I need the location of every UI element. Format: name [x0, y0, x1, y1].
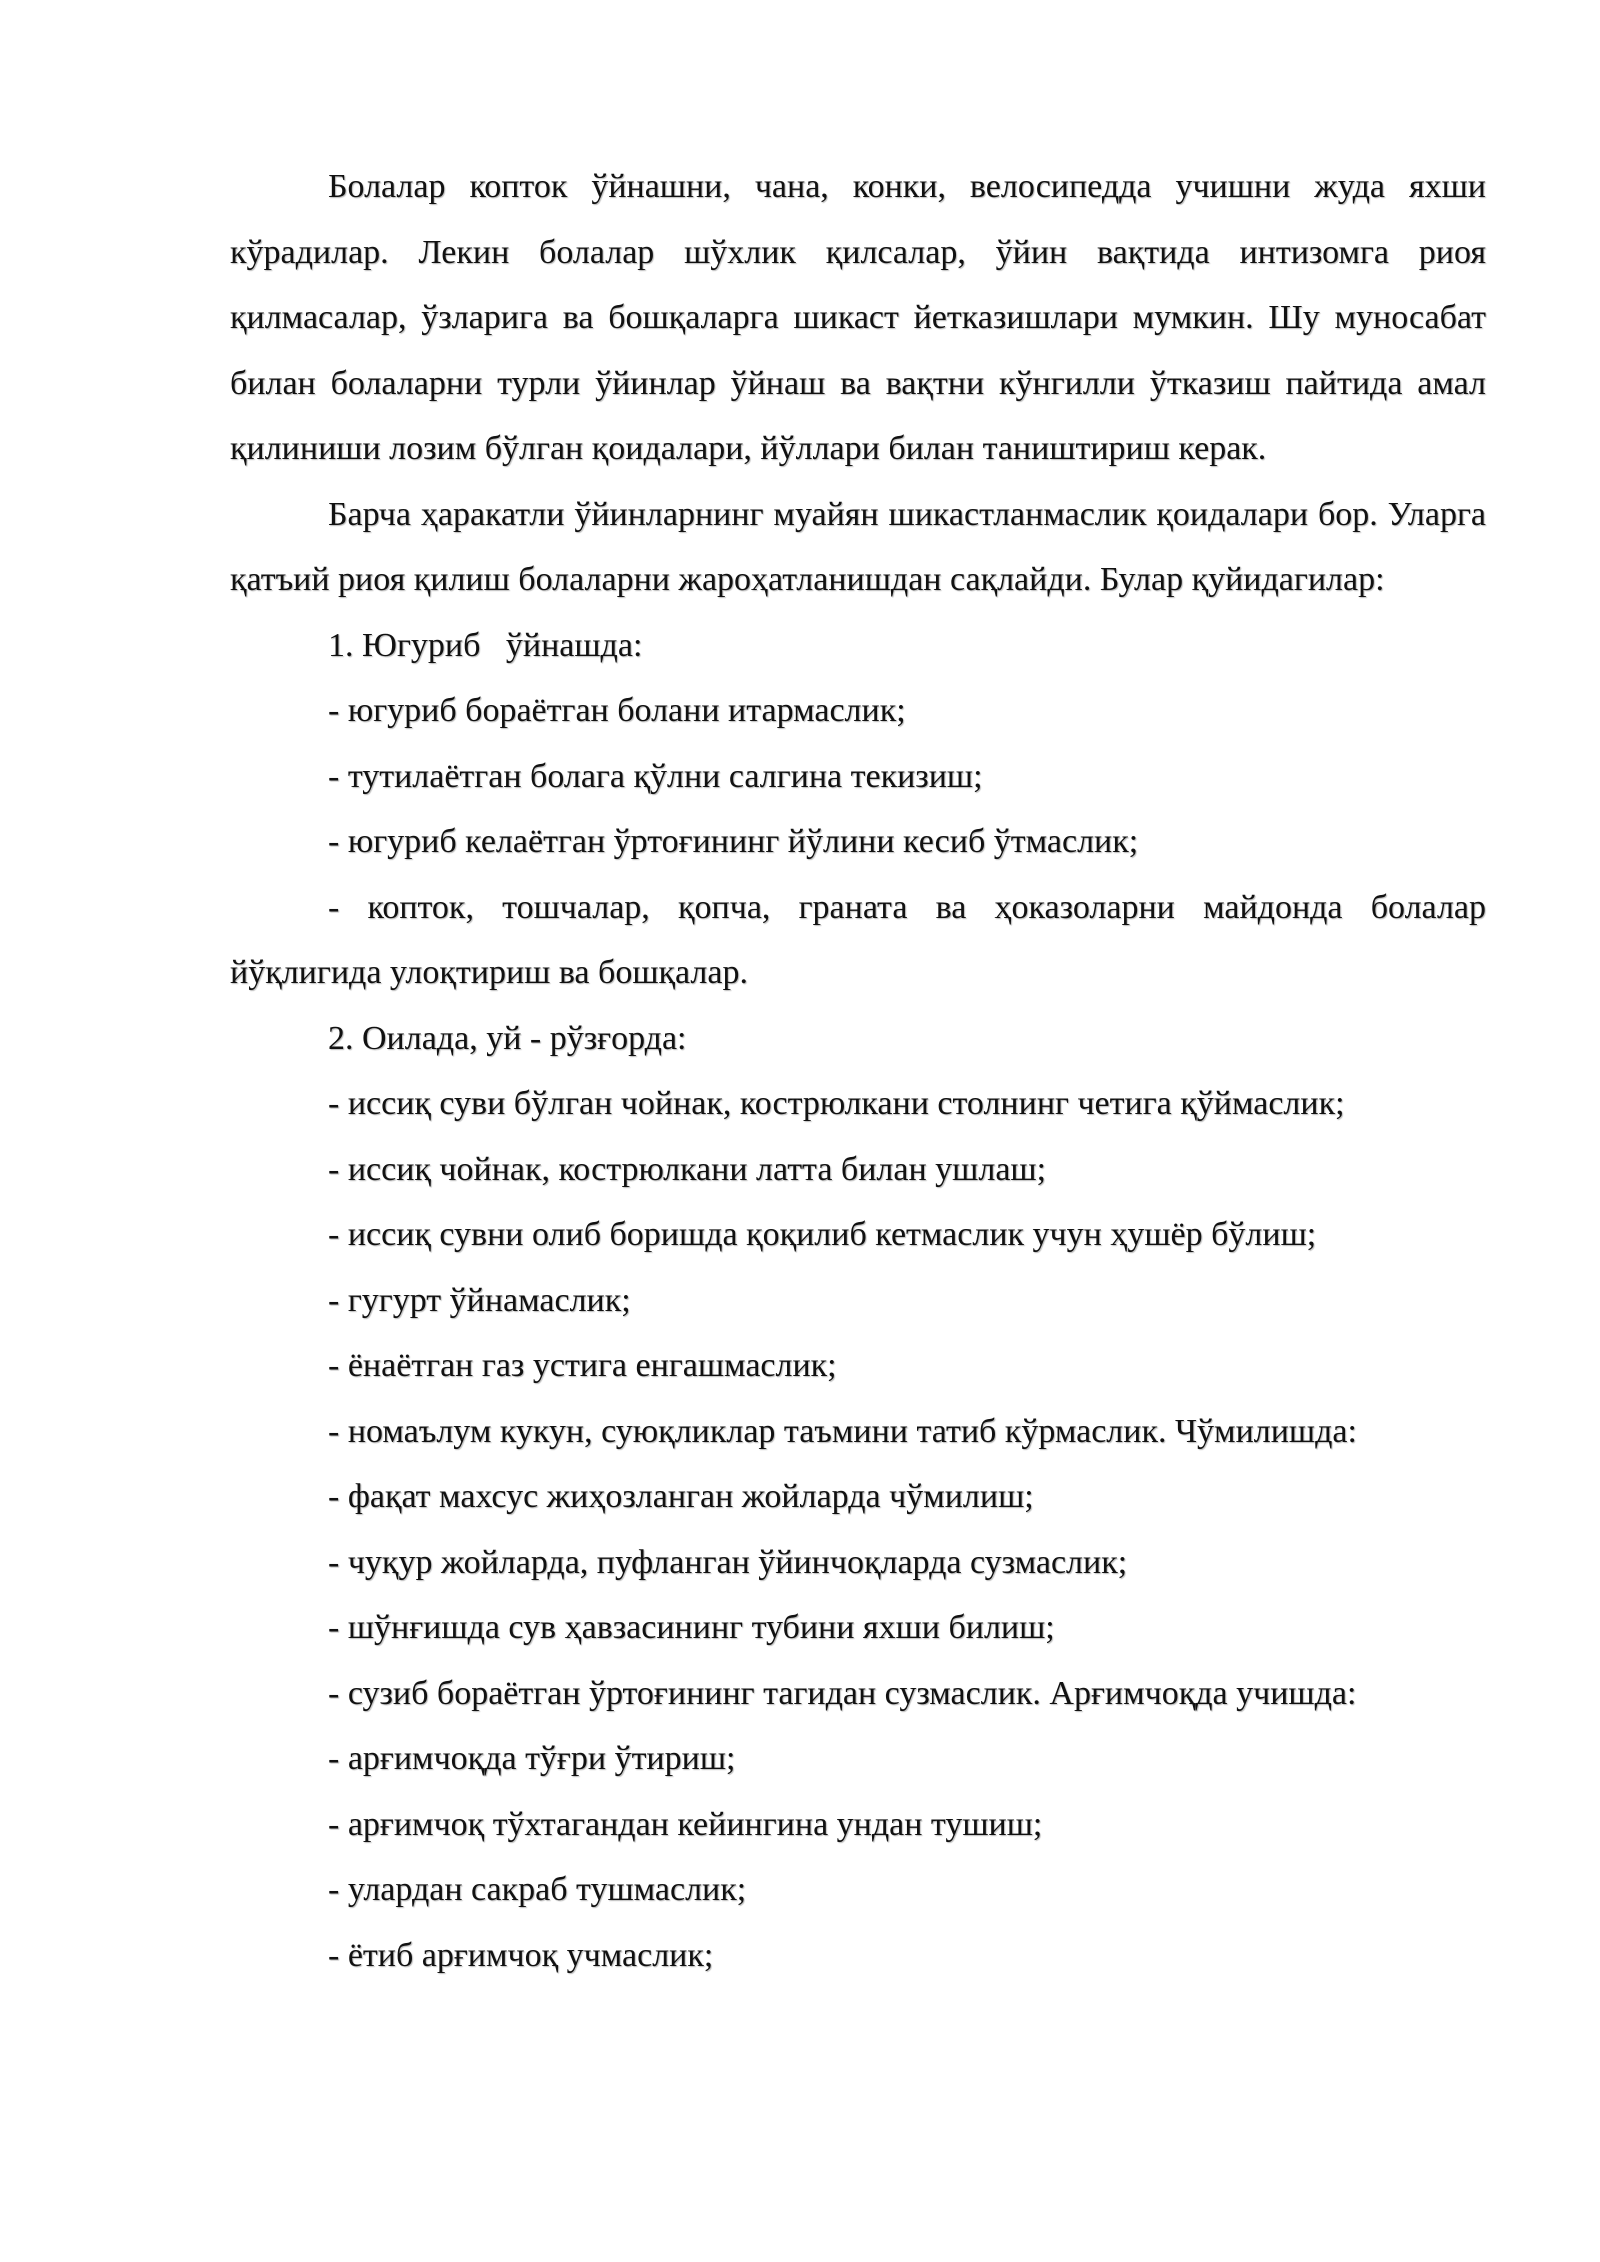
list-item: - фақат махсус жиҳозланган жойларда чўмилиш; — [328, 1478, 1034, 1515]
list-item: - номаълум кукун, суюқликлар таъмини татиб кўрмаслик. Чўмилишда: — [328, 1412, 1357, 1450]
section-heading-household: 2. Оилада, уй - рўзғорда: — [328, 1019, 687, 1057]
list-item: - ёнаётган газ устига енгашмаслик; — [328, 1347, 837, 1384]
list-item: - арғимчоқда тўғри ўтириш; — [328, 1740, 736, 1777]
list-item: - шўнғишда сув ҳавзасининг тубини яхши билиш; — [328, 1609, 1055, 1646]
list-item: - чуқур жойларда, пуфланган ўйинчоқларда сузмаслик; — [328, 1543, 1128, 1581]
list-item: - улардан сакраб тушмаслик; — [328, 1871, 747, 1908]
section-heading-running: 1. Югуриб ўйнашда: — [328, 626, 643, 664]
list-item: - тутилаётган болага қўлни салгина текизиш; — [328, 757, 983, 795]
list-item: - копток, тошчалар, қопча, граната ва ҳоказоларни майдонда болалар йўқлигида улоқтириш ва бошқалар. — [230, 888, 1486, 991]
document-page — [230, 154, 1486, 1988]
paragraph-intro: Болалар копток ўйнашни, чана, конки, велосипедда учишни жуда яхши кўрадилар. Лекин болалар шўхлик қилсалар, ўйин вақтида интизомга риоя қилмасалар, ўзларига ва бошқаларга шикаст йетказишлари мумкин. Шу муносабат билан болаларни турли ўйинлар ўйнаш ва вақтни кўнгилли ўтказиш пайтида амал қилиниши лозим бўлган қоидалари, йўллари билан таништириш керак. — [230, 168, 1486, 467]
list-item: - иссиқ сувни олиб боришда қоқилиб кетмаслик учун ҳушёр бўлиш; — [328, 1216, 1317, 1253]
list-item: - иссиқ суви бўлган чойнак, кострюлкани столнинг четига қўймаслик; — [328, 1085, 1345, 1122]
list-item: - иссиқ чойнак, кострюлкани латта билан ушлаш; — [328, 1150, 1047, 1188]
list-item: - сузиб бораётган ўртоғининг тагидан сузмаслик. Арғимчоқда учишда: — [328, 1674, 1357, 1712]
list-item: - югуриб келаётган ўртоғининг йўлини кесиб ўтмаслик; — [328, 823, 1139, 860]
list-item: - гугурт ўйнамаслик; — [328, 1281, 631, 1319]
paragraph-rules-intro: Барча ҳаракатли ўйинларнинг муайян шикастланмаслик қоидалари бор. Уларга қатъий риоя қилиш болаларни жароҳатланишдан сақлайди. Булар қуйидагилар: — [230, 495, 1486, 598]
list-item: - югуриб бораётган болани итармаслик; — [328, 692, 906, 729]
list-item: - ётиб арғимчоқ учмаслик; — [328, 1936, 714, 1974]
list-item: - арғимчоқ тўхтагандан кейингина ундан тушиш; — [328, 1805, 1043, 1843]
